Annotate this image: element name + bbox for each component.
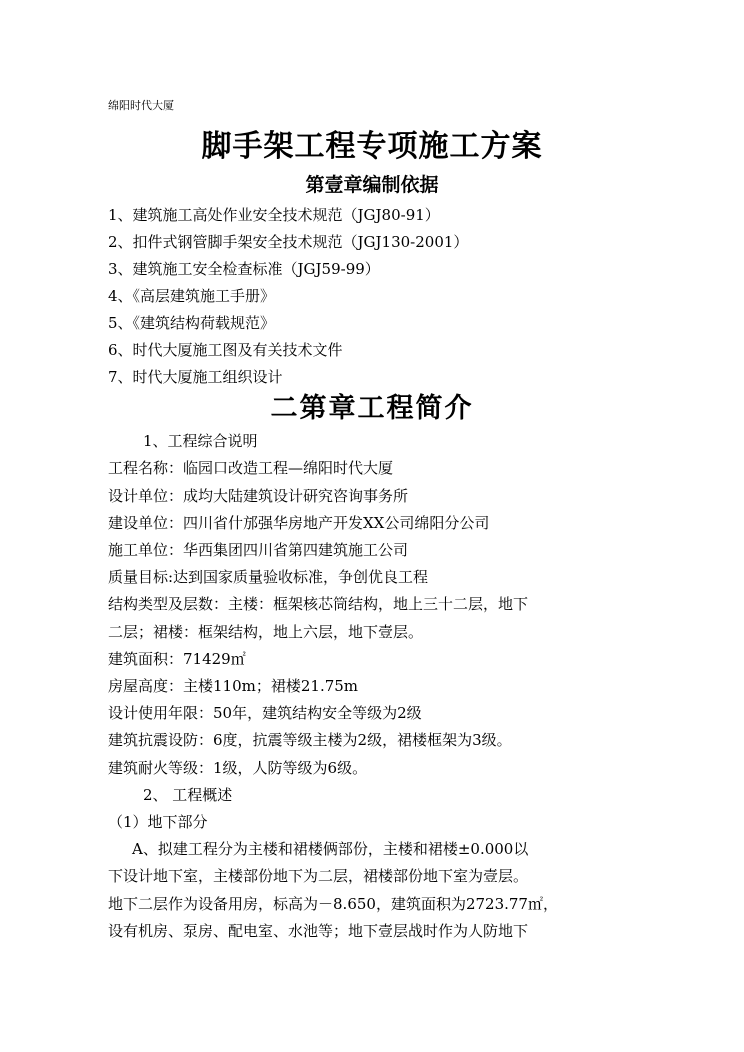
info-line: 建筑抗震设防：6度，抗震等级主楼为2级，裙楼框架为3级。 bbox=[108, 731, 512, 749]
paragraph-line: 地下二层作为设备用房，标高为－8.650，建筑面积为2723.77㎡， bbox=[108, 895, 558, 913]
paragraph-line: 下设计地下室，主楼部份地下为二层，裙楼部份地下室为壹层。 bbox=[108, 867, 529, 885]
reference-item: 3、建筑施工安全检查标准（JGJ59-99） bbox=[108, 260, 380, 278]
reference-item: 1、建筑施工高处作业安全技术规范（JGJ80-91） bbox=[108, 206, 440, 224]
document-title: 脚手架工程专项施工方案 bbox=[201, 129, 543, 164]
page-header: 绵阳时代大厦 bbox=[108, 99, 174, 112]
reference-item: 2、扣件式钢管脚手架安全技术规范（JGJ130-2001） bbox=[108, 233, 469, 251]
info-line: 施工单位：华西集团四川省第四建筑施工公司 bbox=[108, 541, 409, 559]
chapter1-title: 第壹章编制依据 bbox=[305, 174, 439, 196]
info-line: 设计单位：成均大陆建筑设计研究咨询事务所 bbox=[108, 487, 409, 505]
info-line: 质量目标:达到国家质量验收标准，争创优良工程 bbox=[108, 568, 429, 586]
info-line: 房屋高度：主楼110m；裙楼21.75m bbox=[108, 677, 359, 695]
paragraph-line: 设有机房、泵房、配电室、水池等；地下壹层战时作为人防地下 bbox=[108, 922, 529, 940]
info-line: 建筑耐火等级：1级，人防等级为6级。 bbox=[108, 759, 368, 777]
reference-item: 4、《高层建筑施工手册》 bbox=[108, 287, 276, 305]
reference-item: 7、时代大厦施工组织设计 bbox=[108, 368, 283, 386]
info-line: 二层；裙楼：框架结构，地上六层，地下壹层。 bbox=[108, 623, 424, 641]
area-line: 建筑面积：71429㎡ bbox=[108, 650, 246, 668]
info-line: 工程名称：临园口改造工程—绵阳时代大厦 bbox=[108, 459, 394, 477]
section-heading: 1、工程综合说明 bbox=[143, 432, 258, 450]
subsection-heading: （1）地下部分 bbox=[108, 813, 208, 831]
info-line: 建设单位：四川省什邡强华房地产开发XX公司绵阳分公司 bbox=[108, 514, 490, 532]
info-line: 设计使用年限：50年，建筑结构安全等级为2级 bbox=[108, 704, 422, 722]
paragraph-line: A、拟建工程分为主楼和裙楼俩部份，主楼和裙楼±0.000以 bbox=[132, 840, 529, 858]
reference-item: 6、时代大厦施工图及有关技术文件 bbox=[108, 341, 343, 359]
info-line: 结构类型及层数：主楼：框架核芯筒结构，地上三十二层，地下 bbox=[108, 595, 529, 613]
reference-item: 5、《建筑结构荷载规范》 bbox=[108, 314, 276, 332]
chapter2-title: 二第章工程简介 bbox=[270, 393, 474, 424]
section-heading: 2、 工程概述 bbox=[143, 786, 233, 804]
